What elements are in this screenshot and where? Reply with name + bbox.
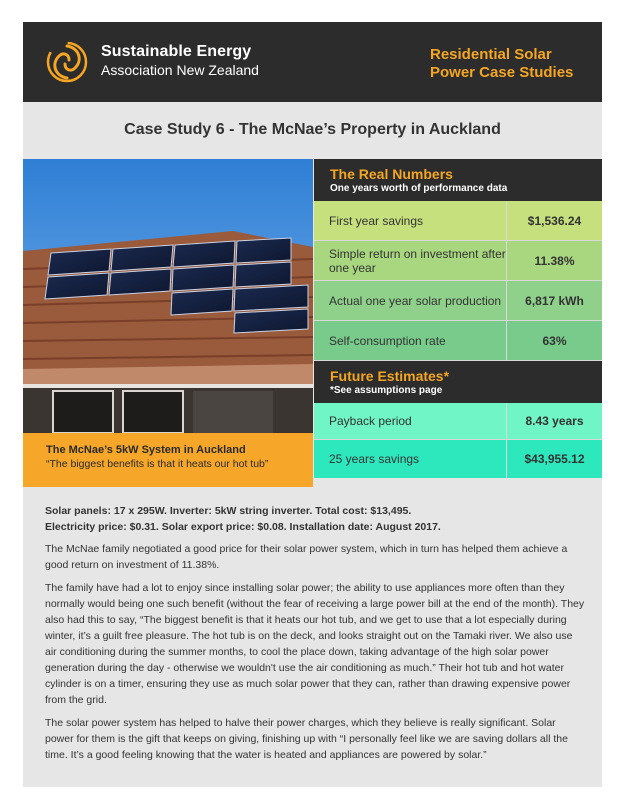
paragraph: The McNae family negotiated a good price for their solar power system, which in turn has helped them achieve a good return on investment of 11.38%.: [45, 543, 568, 571]
row-value: $1,536.24: [527, 213, 582, 228]
row-value: $43,955.12: [524, 452, 585, 466]
row-label: Actual one year solar production: [314, 281, 507, 320]
house-photo: [23, 159, 313, 433]
row-label: Self-consumption rate: [314, 321, 507, 360]
system-specs: [45, 503, 585, 535]
page-title: Case Study 6 - The McNae’s Property in Auckland: [124, 121, 501, 138]
series-title: [430, 46, 580, 82]
table-row: [314, 440, 602, 478]
future-estimates-heading: Future Estimates*: [330, 368, 450, 384]
organisation-name: [101, 43, 259, 79]
swirl-logo-icon: [45, 40, 89, 84]
table-row: [314, 201, 602, 241]
header: [23, 22, 602, 102]
body-text: [45, 503, 585, 770]
series-title-line1: Residential Solar: [430, 46, 552, 63]
caption-title: The McNae’s 5kW System in Auckland: [46, 444, 246, 456]
photo-caption: [23, 433, 313, 487]
roof-solar-panels-image: [23, 159, 313, 433]
paragraph: The solar power system has helped to halve their power charges, which they believe is really significant. Solar power for them is the gift that keeps on giving, finishing up with “I personally feel like we are saving dollars all the time. It’s a good feeling knowing that the water is heated and appliances are powered by solar.”: [45, 717, 568, 761]
table-row: [314, 241, 602, 281]
org-name-line1: Sustainable Energy: [101, 43, 252, 60]
table-row: [314, 321, 602, 361]
real-numbers-subheading: One years worth of performance data: [330, 183, 508, 194]
specs-line1: Solar panels: 17 x 295W. Inverter: 5kW string inverter. Total cost: $13,495.: [45, 505, 412, 517]
row-value: 11.38%: [534, 253, 575, 268]
table-row: [314, 403, 602, 440]
series-title-line2: Power Case Studies: [430, 64, 574, 81]
case-study-page: [23, 22, 602, 787]
row-label: First year savings: [314, 201, 507, 240]
row-value: 6,817 kWh: [525, 293, 584, 308]
future-estimates-subheading: *See assumptions page: [330, 385, 443, 396]
row-label: 25 years savings: [314, 440, 507, 478]
row-value: 8.43 years: [525, 414, 584, 428]
future-estimates-header: [314, 361, 602, 403]
row-label: Payback period: [314, 403, 507, 439]
caption-quote: “The biggest benefits is that it heats our hot tub”: [46, 458, 269, 470]
real-numbers-heading: The Real Numbers: [330, 166, 453, 182]
row-label: Simple return on investment after one year: [314, 241, 507, 280]
row-value: 63%: [542, 333, 567, 348]
specs-line2: Electricity price: $0.31. Solar export price: $0.08. Installation date: August 2017.: [45, 521, 441, 533]
title-band: [23, 102, 602, 158]
org-name-line2: Association New Zealand: [101, 62, 259, 78]
paragraph: The family have had a lot to enjoy since installing solar power; the ability to use appliances more often than they normally would being one such benefit (without the fear of receiving a large power bill at the end of the month). They also had this to say, “The biggest benefit is that it heats our hot tub, and we get to use that a lot especially during winter, it’s a guilt free pleasure. The hot tub is on the deck, and looks straight out on the Tamaki river. We also use air conditioning during the summer months, to cool the place down, taking advantage of the high solar power generation during the day - otherwise we wouldn't use the air conditioning as much.” Their hot tub and hot water cylinder is on a timer, ensuring they use as much solar power that they can, rather than drawing expensive power from the grid.: [45, 582, 585, 706]
real-numbers-header: [314, 159, 602, 201]
table-row: [314, 281, 602, 321]
numbers-panel: [314, 159, 602, 487]
